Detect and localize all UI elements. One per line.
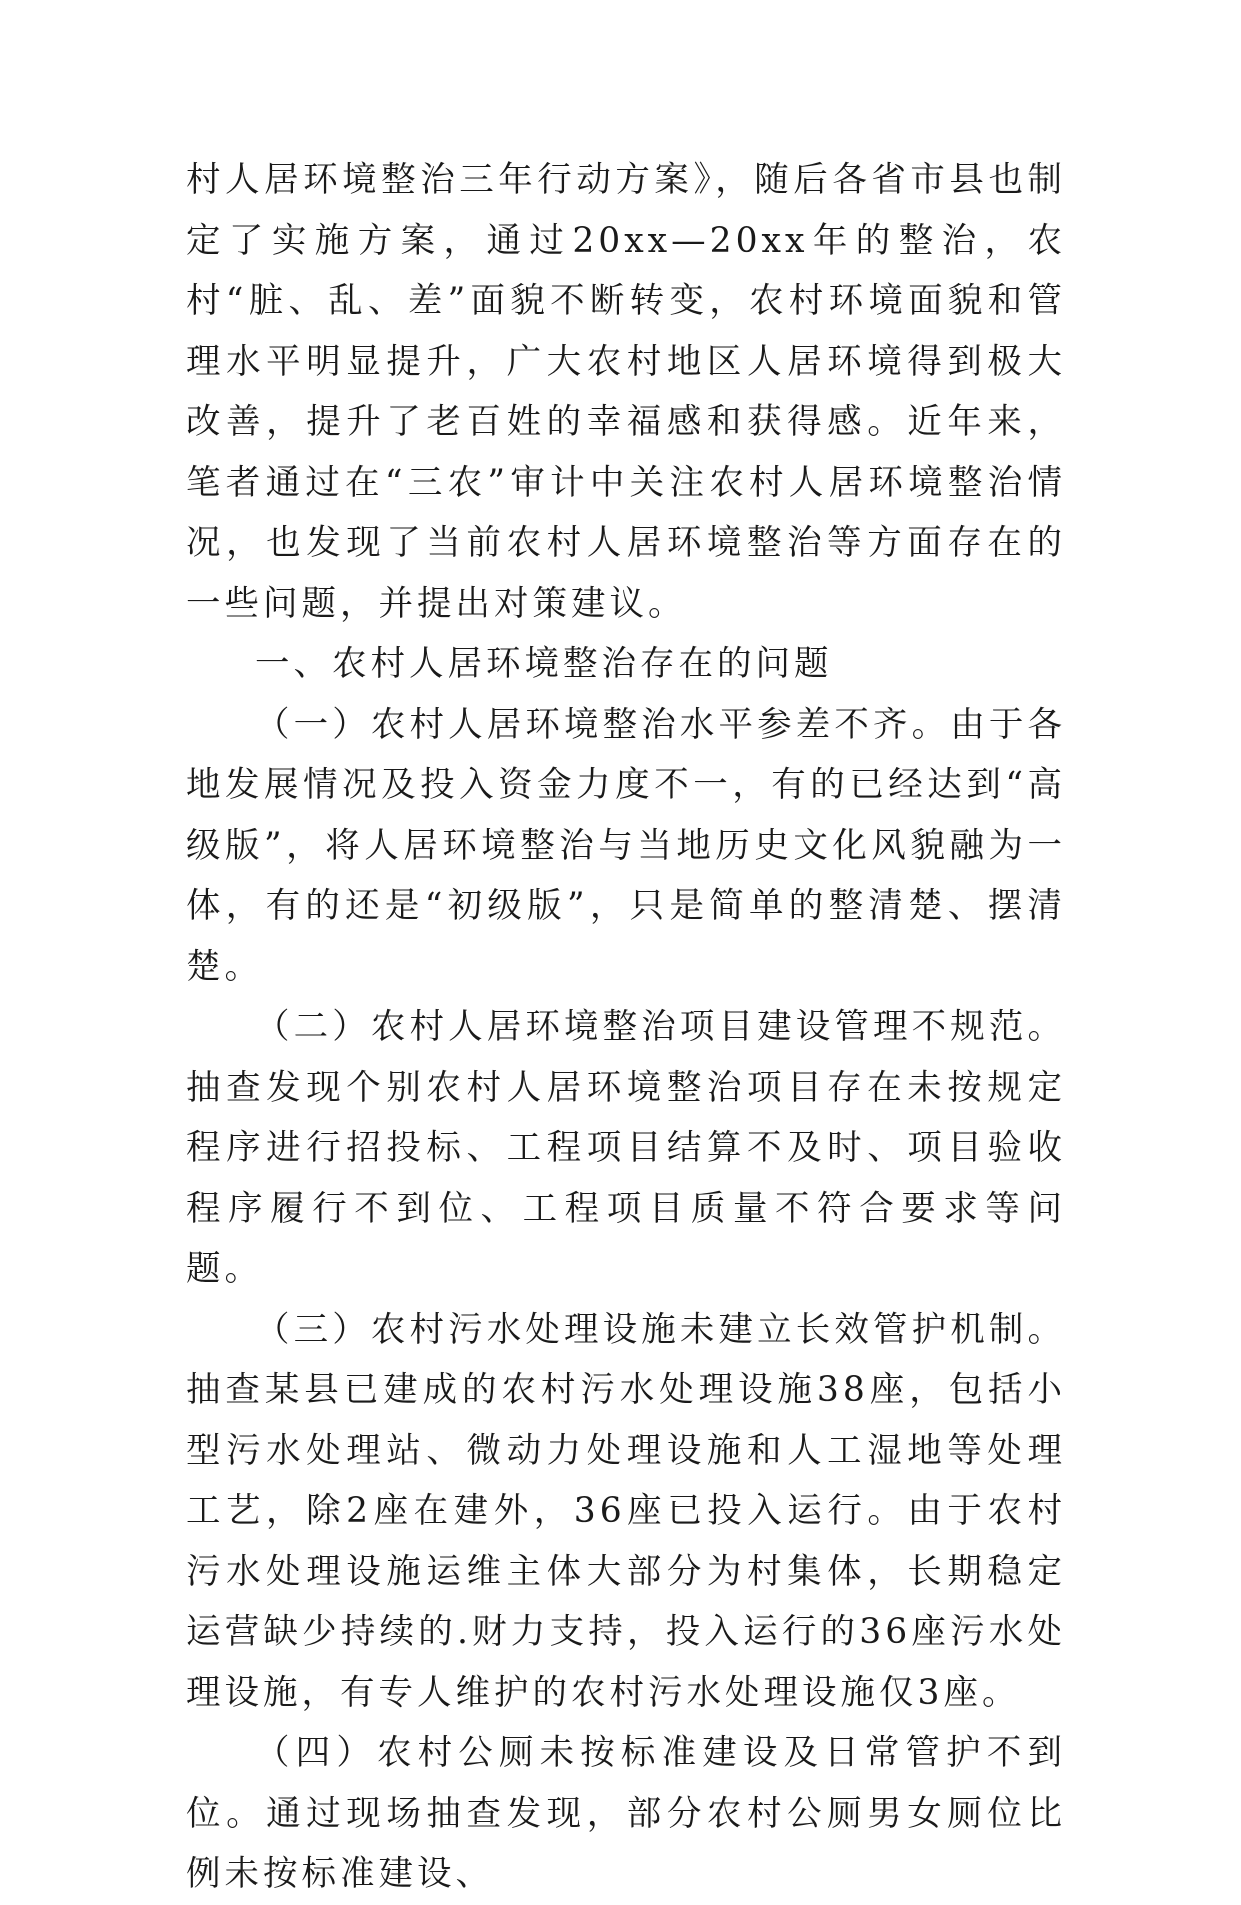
paragraph-item-1: （一）农村人居环境整治水平参差不齐。由于各地发展情况及投入资金力度不一，有的已经达到“高级版”，将人居环境整治与当地历史文化风貌融为一体，有的还是“初级版”，只是简单的整清楚、摆清楚。 bbox=[186, 704, 1066, 987]
paragraph-item-4: （四）农村公厕未按标准建设及日常管护不到位。通过现场抽查发现，部分农村公厕男女厕位比例未按标准建设、 bbox=[186, 1733, 1066, 1894]
paragraph-item-3: （三）农村污水处理设施未建立长效管护机制。抽查某县已建成的农村污水处理设施38座，包括小型污水处理站、微动力处理设施和人工湿地等处理工艺，除2座在建外，36座已投入运行。由于农村污水处理设施运维主体大部分为村集体，长期稳定运营缺少持续的.财力支持，投入运行的36座污水处理设施，有专人维护的农村污水处理设施仅3座。 bbox=[186, 1309, 1066, 1713]
paragraph-intro: 村人居环境整治三年行动方案》，随后各省市县也制定了实施方案，通过20xx—20xx年的整治，农村“脏、乱、差”面貌不断转变，农村环境面貌和管理水平明显提升，广大农村地区人居环境得到极大改善，提升了老百姓的幸福感和获得感。近年来，笔者通过在“三农”审计中关注农村人居环境整治情况，也发现了当前农村人居环境整治等方面存在的一些问题，并提出对策建议。 bbox=[186, 160, 1066, 624]
section-heading: 一、农村人居环境整治存在的问题 bbox=[255, 644, 833, 684]
paragraph-item-2: （二）农村人居环境整治项目建设管理不规范。抽查发现个别农村人居环境整治项目存在未按规定程序进行招投标、工程项目结算不及时、项目验收程序履行不到位、工程项目质量不符合要求等问题。 bbox=[186, 1007, 1066, 1289]
document-body bbox=[186, 150, 1066, 1905]
